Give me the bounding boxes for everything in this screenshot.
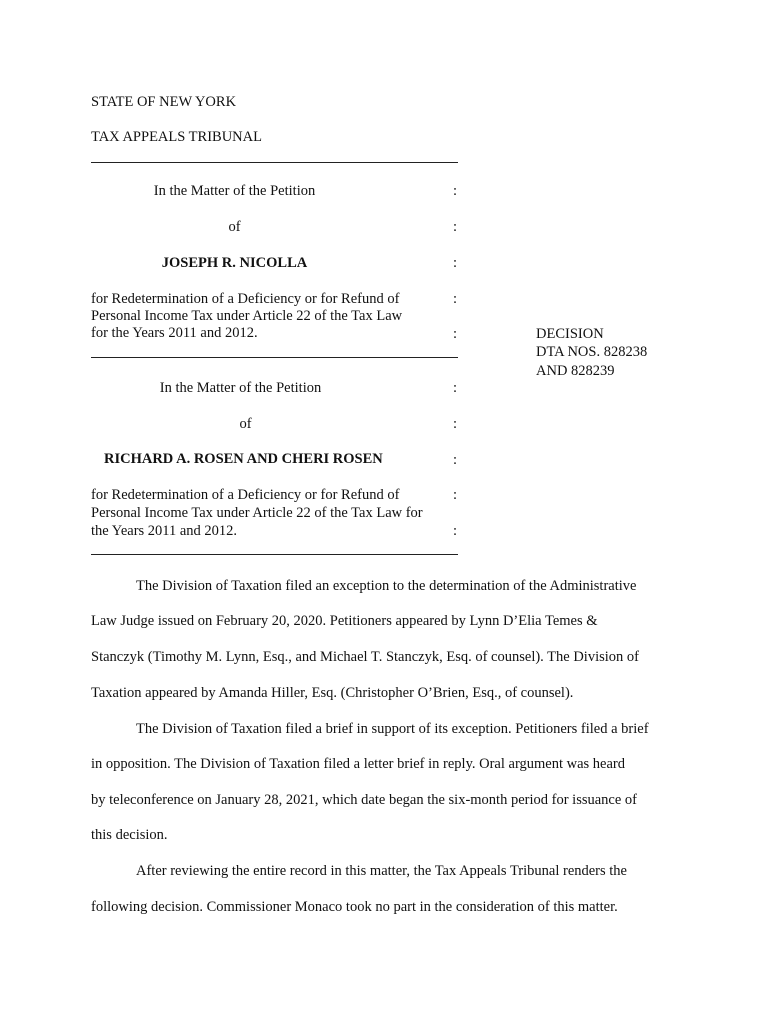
paragraph3-line: following decision. Commissioner Monaco took no part in the consideration of this matter. <box>91 899 618 915</box>
paragraph1-line: Taxation appeared by Amanda Hiller, Esq. (Christopher O’Brien, Esq., of counsel). <box>91 685 574 701</box>
caption-colon: : <box>453 487 458 503</box>
paragraph2-line: by teleconference on January 28, 2021, which date began the six-month period for issuance of <box>91 792 637 808</box>
matter2-in-matter: In the Matter of the Petition <box>159 380 322 396</box>
dta-numbers-line2: AND 828239 <box>536 363 615 379</box>
matter1-petitioner: JOSEPH R. NICOLLA <box>161 255 308 271</box>
tribunal-heading: TAX APPEALS TRIBUNAL <box>91 129 262 145</box>
matter2-desc-line: for Redetermination of a Deficiency or for Refund of <box>91 487 400 503</box>
matter1-desc-line: Personal Income Tax under Article 22 of the Tax Law <box>91 308 403 324</box>
paragraph2-line: this decision. <box>91 827 168 843</box>
caption-colon: : <box>453 452 458 468</box>
matter1-desc-line: for the Years 2011 and 2012. <box>91 325 258 341</box>
caption-colon: : <box>453 291 458 307</box>
state-heading: STATE OF NEW YORK <box>91 94 237 110</box>
matter1-desc-line: for Redetermination of a Deficiency or for Refund of <box>91 291 400 307</box>
matter2-desc-line: the Years 2011 and 2012. <box>91 523 238 539</box>
caption-rule-bottom <box>91 554 458 555</box>
decision-title: DECISION <box>536 326 604 342</box>
paragraph2-line: in opposition. The Division of Taxation filed a letter brief in reply. Oral argument was heard <box>91 756 626 772</box>
matter2-desc-line: Personal Income Tax under Article 22 of the Tax Law for <box>91 505 423 521</box>
matter2-of: of <box>239 416 252 432</box>
matter2-petitioner: RICHARD A. ROSEN AND CHERI ROSEN <box>104 451 383 467</box>
caption-rule-top <box>91 162 458 163</box>
paragraph3-line: After reviewing the entire record in this matter, the Tax Appeals Tribunal renders the <box>136 863 627 879</box>
dta-numbers-line1: DTA NOS. 828238 <box>536 344 648 360</box>
paragraph1-line: The Division of Taxation filed an exception to the determination of the Administrative <box>136 578 637 594</box>
caption-rule-middle <box>91 357 458 358</box>
paragraph2-line: The Division of Taxation filed a brief in support of its exception. Petitioners filed a brief <box>136 721 649 737</box>
caption-colon: : <box>453 219 458 235</box>
caption-colon: : <box>453 255 458 271</box>
matter1-in-matter: In the Matter of the Petition <box>153 183 316 199</box>
caption-colon: : <box>453 416 458 432</box>
caption-colon: : <box>453 183 458 199</box>
caption-colon: : <box>453 326 458 342</box>
matter1-of: of <box>228 219 241 235</box>
caption-colon: : <box>453 523 458 539</box>
paragraph1-line: Law Judge issued on February 20, 2020. Petitioners appeared by Lynn D’Elia Temes & <box>91 613 598 629</box>
caption-colon: : <box>453 380 458 396</box>
paragraph1-line: Stanczyk (Timothy M. Lynn, Esq., and Michael T. Stanczyk, Esq. of counsel). The Division of <box>91 649 639 665</box>
